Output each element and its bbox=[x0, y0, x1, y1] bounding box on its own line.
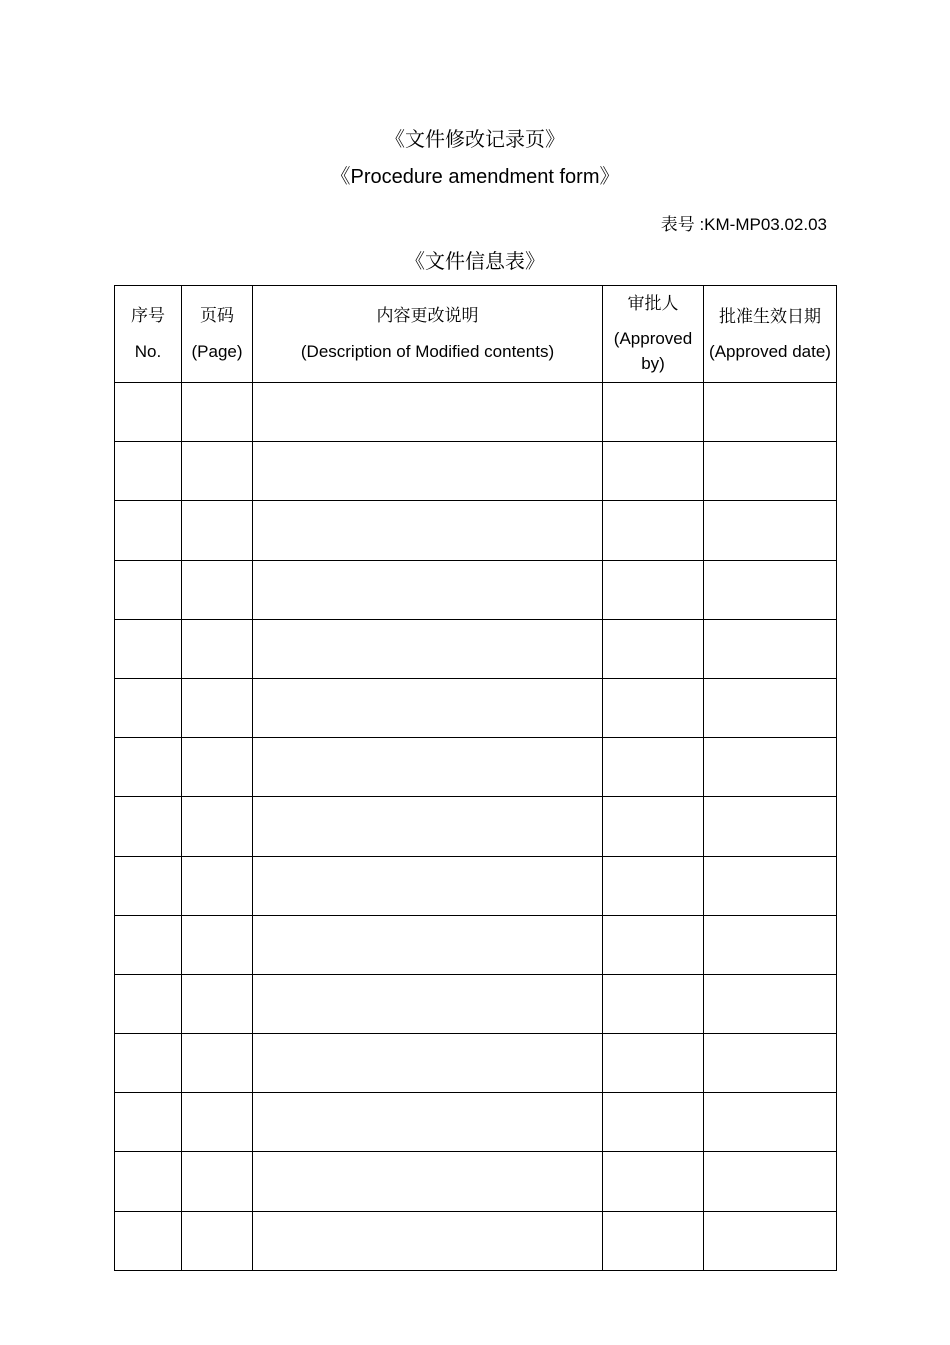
column-header-label-cn: 页码 bbox=[200, 306, 234, 326]
document-title-english: 《Procedure amendment form》 bbox=[330, 166, 620, 188]
cell-page[interactable] bbox=[182, 619, 253, 678]
cell-page[interactable] bbox=[182, 797, 253, 856]
table-row bbox=[115, 1152, 837, 1211]
cell-page[interactable] bbox=[182, 1034, 253, 1093]
column-header-label-cn: 批准生效日期 bbox=[719, 306, 821, 327]
cell-approved-date[interactable] bbox=[704, 383, 837, 442]
table-row bbox=[115, 1211, 837, 1270]
cell-no[interactable] bbox=[115, 1211, 182, 1270]
cell-no[interactable] bbox=[115, 383, 182, 442]
cell-description[interactable] bbox=[253, 442, 603, 501]
cell-no[interactable] bbox=[115, 797, 182, 856]
cell-approved-date[interactable] bbox=[704, 1152, 837, 1211]
cell-page[interactable] bbox=[182, 1093, 253, 1152]
table-row bbox=[115, 442, 837, 501]
cell-approved-by[interactable] bbox=[603, 797, 704, 856]
cell-no[interactable] bbox=[115, 974, 182, 1033]
column-header-approved-date bbox=[704, 286, 837, 383]
cell-description[interactable] bbox=[253, 1211, 603, 1270]
cell-approved-by[interactable] bbox=[603, 1211, 704, 1270]
cell-approved-date[interactable] bbox=[704, 856, 837, 915]
cell-description[interactable] bbox=[253, 1152, 603, 1211]
cell-no[interactable] bbox=[115, 501, 182, 560]
cell-no[interactable] bbox=[115, 678, 182, 737]
cell-approved-by[interactable] bbox=[603, 560, 704, 619]
table-header-row bbox=[115, 286, 837, 383]
cell-no[interactable] bbox=[115, 1093, 182, 1152]
table-row bbox=[115, 856, 837, 915]
cell-approved-date[interactable] bbox=[704, 442, 837, 501]
table-row bbox=[115, 1093, 837, 1152]
cell-page[interactable] bbox=[182, 856, 253, 915]
cell-no[interactable] bbox=[115, 738, 182, 797]
column-header-label-en: No. bbox=[134, 342, 162, 361]
table-title: 《文件信息表》 bbox=[405, 249, 545, 273]
column-header-description bbox=[253, 286, 603, 383]
column-header-label-cn: 内容更改说明 bbox=[376, 306, 479, 326]
document-title-chinese: 《文件修改记录页》 bbox=[385, 127, 565, 151]
cell-approved-date[interactable] bbox=[704, 974, 837, 1033]
cell-approved-by[interactable] bbox=[603, 856, 704, 915]
cell-approved-date[interactable] bbox=[704, 1211, 837, 1270]
cell-no[interactable] bbox=[115, 915, 182, 974]
cell-description[interactable] bbox=[253, 1093, 603, 1152]
cell-approved-date[interactable] bbox=[704, 619, 837, 678]
column-header-label-en: (Approved date) bbox=[709, 341, 831, 361]
cell-approved-date[interactable] bbox=[704, 1034, 837, 1093]
table-row bbox=[115, 383, 837, 442]
cell-description[interactable] bbox=[253, 915, 603, 974]
cell-no[interactable] bbox=[115, 1034, 182, 1093]
cell-description[interactable] bbox=[253, 856, 603, 915]
cell-approved-by[interactable] bbox=[603, 619, 704, 678]
table-row bbox=[115, 619, 837, 678]
column-header-label-en: (Approved by) bbox=[613, 329, 693, 373]
cell-approved-date[interactable] bbox=[704, 501, 837, 560]
cell-page[interactable] bbox=[182, 915, 253, 974]
cell-no[interactable] bbox=[115, 560, 182, 619]
cell-page[interactable] bbox=[182, 442, 253, 501]
table-row bbox=[115, 1034, 837, 1093]
cell-approved-by[interactable] bbox=[603, 501, 704, 560]
cell-approved-date[interactable] bbox=[704, 678, 837, 737]
cell-page[interactable] bbox=[182, 1152, 253, 1211]
table-row bbox=[115, 797, 837, 856]
table-row bbox=[115, 738, 837, 797]
cell-page[interactable] bbox=[182, 678, 253, 737]
cell-no[interactable] bbox=[115, 619, 182, 678]
cell-no[interactable] bbox=[115, 442, 182, 501]
cell-description[interactable] bbox=[253, 383, 603, 442]
cell-approved-date[interactable] bbox=[704, 738, 837, 797]
cell-no[interactable] bbox=[115, 1152, 182, 1211]
cell-approved-date[interactable] bbox=[704, 560, 837, 619]
cell-approved-by[interactable] bbox=[603, 442, 704, 501]
cell-approved-by[interactable] bbox=[603, 915, 704, 974]
cell-page[interactable] bbox=[182, 501, 253, 560]
cell-approved-date[interactable] bbox=[704, 1093, 837, 1152]
column-header-label-en: (Page) bbox=[191, 342, 243, 361]
cell-description[interactable] bbox=[253, 974, 603, 1033]
table-row bbox=[115, 974, 837, 1033]
cell-page[interactable] bbox=[182, 974, 253, 1033]
cell-approved-by[interactable] bbox=[603, 383, 704, 442]
cell-description[interactable] bbox=[253, 1034, 603, 1093]
table-row bbox=[115, 560, 837, 619]
cell-approved-by[interactable] bbox=[603, 1093, 704, 1152]
cell-approved-by[interactable] bbox=[603, 1152, 704, 1211]
cell-description[interactable] bbox=[253, 678, 603, 737]
cell-description[interactable] bbox=[253, 738, 603, 797]
cell-no[interactable] bbox=[115, 856, 182, 915]
cell-approved-by[interactable] bbox=[603, 1034, 704, 1093]
cell-page[interactable] bbox=[182, 560, 253, 619]
column-header-approved-by bbox=[603, 286, 704, 383]
cell-page[interactable] bbox=[182, 383, 253, 442]
amendment-record-table bbox=[114, 285, 837, 1271]
column-header-label-cn: 序号 bbox=[131, 306, 165, 326]
cell-description[interactable] bbox=[253, 560, 603, 619]
table-row bbox=[115, 501, 837, 560]
cell-description[interactable] bbox=[253, 619, 603, 678]
table-row bbox=[115, 915, 837, 974]
column-header-label-cn: 审批人 bbox=[627, 294, 679, 314]
cell-page[interactable] bbox=[182, 1211, 253, 1270]
cell-approved-date[interactable] bbox=[704, 797, 837, 856]
cell-page[interactable] bbox=[182, 738, 253, 797]
cell-approved-by[interactable] bbox=[603, 974, 704, 1033]
form-number: 表号 :KM-MP03.02.03 bbox=[660, 215, 827, 234]
table-body bbox=[115, 383, 837, 1271]
cell-approved-date[interactable] bbox=[704, 915, 837, 974]
table-row bbox=[115, 678, 837, 737]
cell-description[interactable] bbox=[253, 797, 603, 856]
column-header-label-en: (Description of Modified contents) bbox=[300, 342, 555, 361]
cell-description[interactable] bbox=[253, 501, 603, 560]
cell-approved-by[interactable] bbox=[603, 678, 704, 737]
column-header-page bbox=[182, 286, 253, 383]
cell-approved-by[interactable] bbox=[603, 738, 704, 797]
column-header-no bbox=[115, 286, 182, 383]
